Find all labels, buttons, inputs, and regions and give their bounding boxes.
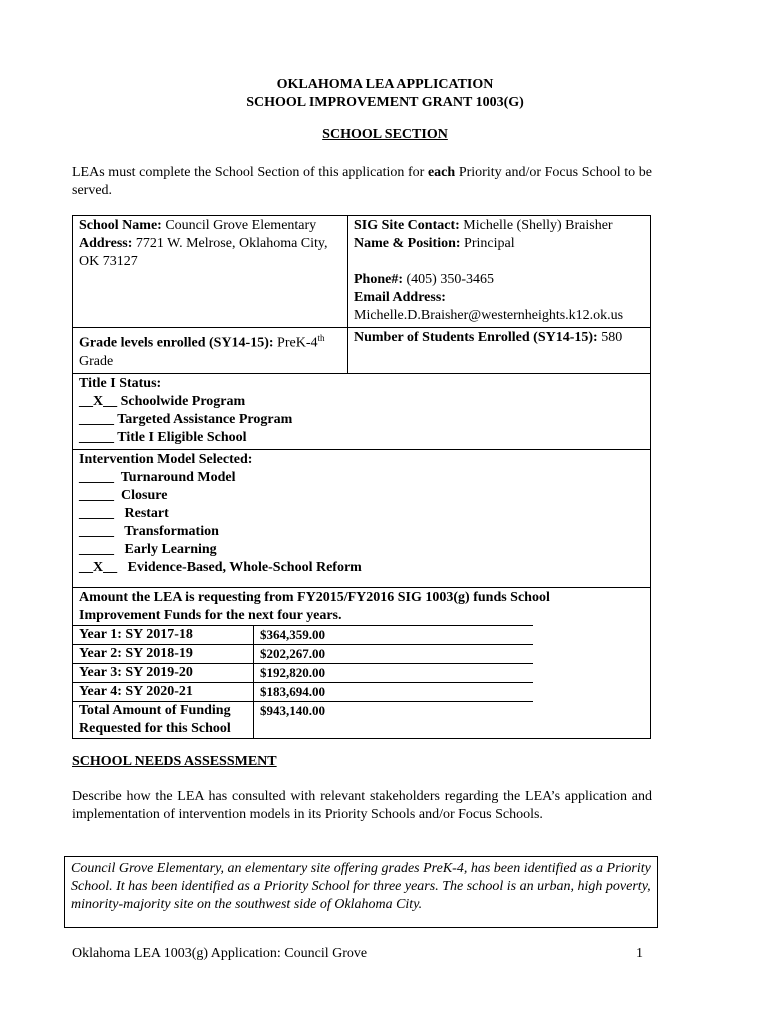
school-name-value: Council Grove Elementary: [161, 218, 317, 233]
students-cell: [348, 328, 651, 374]
intervention-option: _____ Early Learning: [79, 541, 217, 557]
needs-assessment-heading: SCHOOL NEEDS ASSESSMENT: [72, 754, 277, 769]
contact-cell: [348, 216, 651, 328]
address-label: Address:: [79, 236, 133, 251]
funding-cell: [73, 587, 651, 738]
footer-text: Oklahoma LEA 1003(g) Application: Council Grove: [72, 946, 368, 961]
position-value: Principal: [460, 236, 515, 251]
grades-cell: [73, 328, 348, 374]
intervention-cell: [73, 449, 651, 587]
title1-option: __X__ Schoolwide Program: [79, 393, 246, 409]
school-info-table: [72, 215, 651, 739]
title1-option: _____ Title I Eligible School: [79, 429, 247, 445]
funding-year-label: Year 1: SY 2017-18: [73, 625, 253, 644]
funding-year-label: Year 2: SY 2018-19: [73, 644, 253, 663]
needs-answer-box: Council Grove Elementary, an elementary site offering grades PreK-4, has been identified as a Priority School. It has been identified as a Priority School for three years. The school is an urban, high poverty, minority-majority site on the southwest side of Oklahoma City.: [64, 856, 658, 928]
students-label: Number of Students Enrolled (SY14-15):: [354, 330, 598, 345]
intro-paragraph: [72, 164, 652, 200]
intervention-heading: Intervention Model Selected:: [79, 451, 253, 467]
funding-total-label: Total Amount of Funding Requested for this School: [73, 701, 253, 738]
school-info-cell: [73, 216, 348, 328]
funding-heading: Amount the LEA is requesting from FY2015/FY2016 SIG 1003(g) funds School Improvement Funds for the next four years.: [79, 589, 550, 623]
funding-amount: $183,694.00: [253, 682, 533, 701]
funding-year-label: Year 3: SY 2019-20: [73, 663, 253, 682]
intervention-option: _____ Turnaround Model: [79, 469, 236, 485]
needs-description: Describe how the LEA has consulted with relevant stakeholders regarding the LEA’s application and implementation of intervention models in its Priority Schools and/or Focus Schools.: [72, 789, 652, 822]
funding-year-label: Year 4: SY 2020-21: [73, 682, 253, 701]
funding-amount: $202,267.00: [253, 644, 533, 663]
email-value: Michelle.D.Braisher@westernheights.k12.ok.us: [354, 308, 624, 323]
contact-label: SIG Site Contact:: [354, 218, 460, 233]
intervention-option: _____ Transformation: [79, 523, 219, 539]
phone-label: Phone#:: [354, 272, 403, 287]
contact-value: Michelle (Shelly) Braisher: [459, 218, 613, 233]
address-value: 7721 W. Melrose, Oklahoma City, OK 73127: [79, 236, 328, 269]
position-label: Name & Position:: [354, 236, 461, 251]
funding-amount: $364,359.00: [253, 625, 533, 644]
title1-option: _____ Targeted Assistance Program: [79, 411, 293, 427]
intro-text-1: LEAs must complete the School Section of this application for: [72, 165, 428, 180]
title1-heading: Title I Status:: [79, 375, 162, 391]
title1-cell: [73, 373, 651, 449]
intro-text-2: Priority and/or Focus School to be served.: [72, 165, 652, 198]
grades-suffix: Grade: [79, 353, 114, 369]
intro-bold: each: [427, 165, 456, 180]
intervention-option: __X__ Evidence-Based, Whole-School Reform: [79, 559, 362, 575]
intervention-option: _____ Restart: [79, 505, 169, 521]
funding-total-amount: $943,140.00: [253, 701, 533, 738]
grades-value: PreK-4: [273, 335, 318, 351]
document-title: [0, 76, 770, 112]
section-heading: SCHOOL SECTION: [322, 127, 448, 142]
page-number: 1: [636, 946, 643, 961]
school-name-label: School Name:: [79, 218, 162, 233]
grades-label: Grade levels enrolled (SY14-15):: [79, 335, 274, 351]
email-label: Email Address:: [354, 290, 446, 305]
students-value: 580: [597, 330, 623, 345]
title-line-2: SCHOOL IMPROVEMENT GRANT 1003(G): [246, 95, 524, 110]
funding-grid: [73, 625, 533, 738]
title-line-1: OKLAHOMA LEA APPLICATION: [276, 77, 494, 92]
phone-value: (405) 350-3465: [403, 272, 494, 287]
funding-amount: $192,820.00: [253, 663, 533, 682]
grades-superscript: th: [317, 333, 325, 343]
intervention-option: _____ Closure: [79, 487, 168, 503]
